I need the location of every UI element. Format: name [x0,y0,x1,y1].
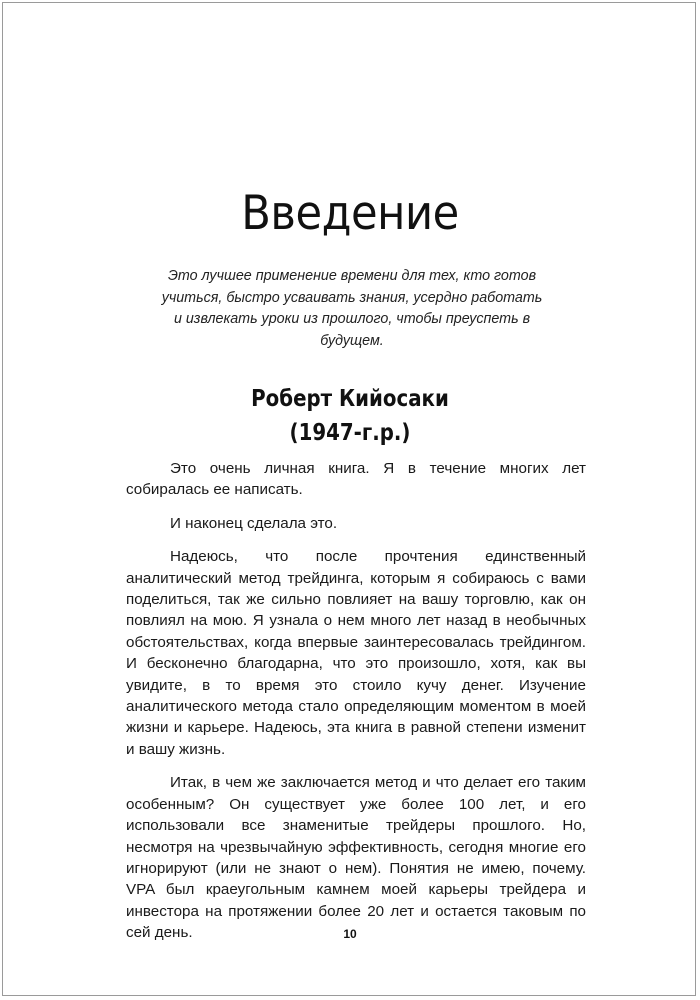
body-paragraph: И наконец сделала это. [170,514,338,532]
epigraph-quote: Это лучшее применение времени для тех, кто готов учиться, быстро усваивать знания, усердно работать и извлекать уроки из прошлого, чтобы преуспеть в будущем. [161,268,543,349]
body-text [126,458,586,956]
chapter-title: Введение [241,186,459,241]
epigraph-author-years: (1947-г.р.) [289,420,411,446]
body-paragraph: Итак, в чем же заключается метод и что делает его таким особенным? Он существует уже более 100 лет, и его использовали все знаменитые трейдеры прошлого. Но, несмотря на чрезвычайную эффективность, сегодня многие его игнорируют (или не знают о нем). Понятия не имею, почему. VPA был краеугольным камнем моей карьеры трейдера и инвестора на протяжении более 20 лет и остается таковым по сей день. [126,774,586,942]
epigraph-author-name: Роберт Кийосаки [251,386,449,412]
body-paragraph: Надеюсь, что после прочтения единственный аналитический метод трейдинга, которым я собираюсь с вами поделиться, так же сильно повлияет на вашу торговлю, как он повлиял на мою. Я узнала о нем много лет назад в необычных обстоятельствах, когда впервые заинтересовалась трейдингом. И бесконечно благодарна, что это произошло, хотя, как вы увидите, в то время это стоило кучу денег. Изучение аналитического метода стало определяющим моментом в моей жизни и карьере. Надеюсь, эта книга в равной степени изменит и вашу жизнь. [126,548,586,758]
body-paragraph: Это очень личная книга. Я в течение многих лет собиралась ее написать. [126,460,586,499]
page-number: 10 [343,927,357,941]
